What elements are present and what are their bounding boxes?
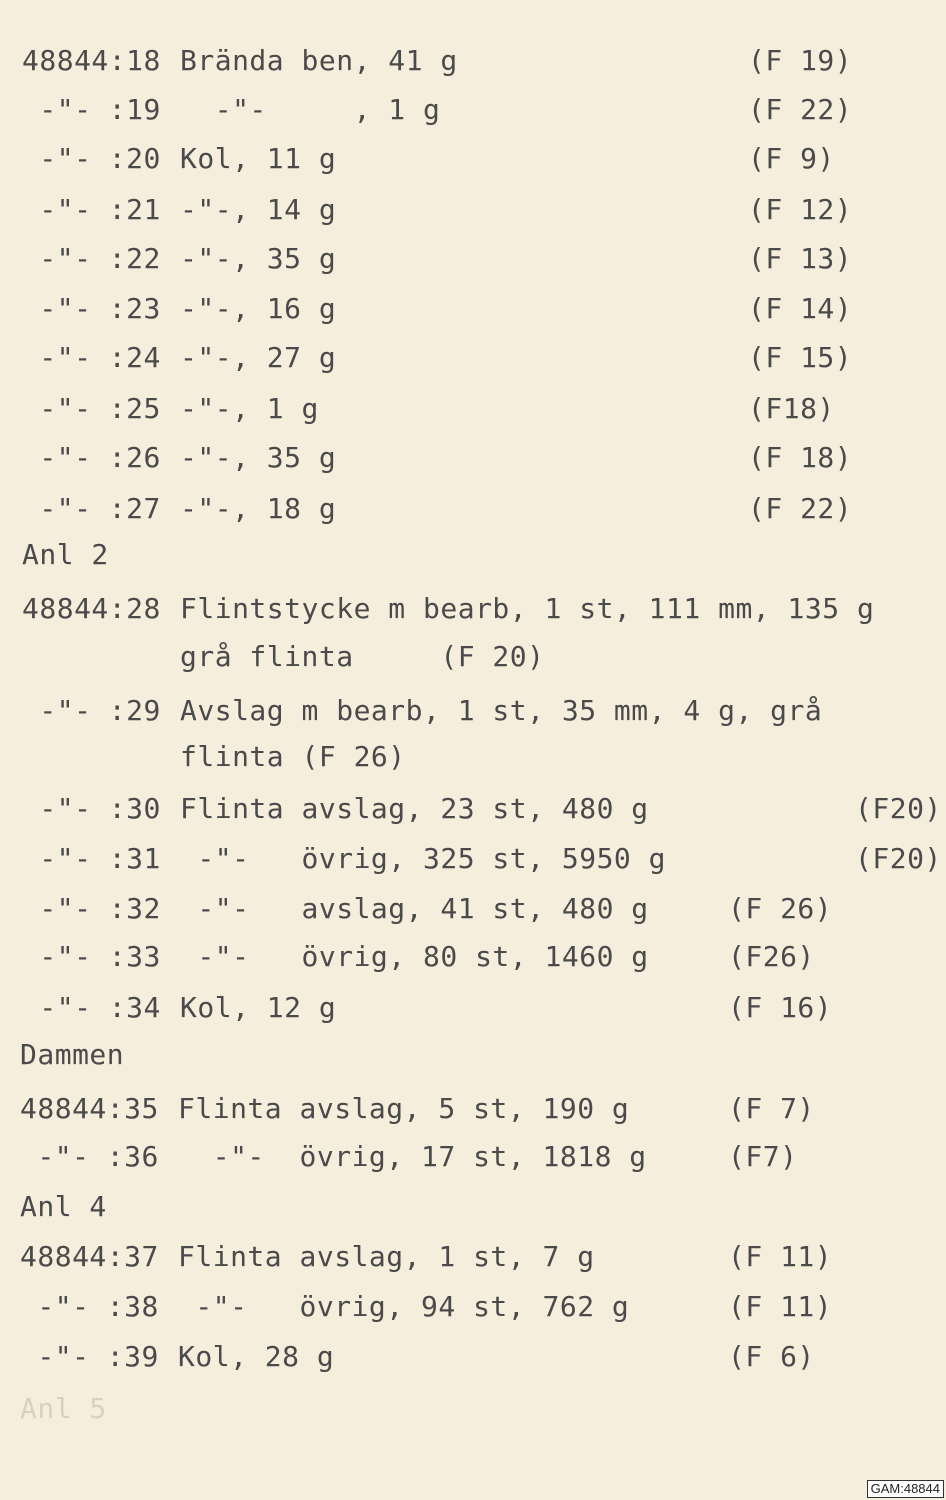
entry-num: -"- :19	[22, 93, 161, 126]
entry-num: -"- :39	[20, 1340, 159, 1373]
entry-num: 48844:28	[22, 592, 161, 625]
entry-num: -"- :22	[22, 242, 161, 275]
entry-num: -"- :34	[22, 991, 161, 1024]
entry-num: -"- :33	[22, 940, 161, 973]
section-heading: Anl 2	[22, 538, 109, 571]
entry-ref: (F20)	[855, 792, 942, 825]
entry-desc: -"- övrig, 17 st, 1818 g	[178, 1140, 647, 1173]
entry-ref: (F 14)	[748, 292, 853, 325]
entry-desc: -"-, 35 g	[180, 242, 337, 275]
entry-num: -"- :29	[22, 694, 161, 727]
entry-num: 48844:35	[20, 1092, 159, 1125]
entry-ref: (F 12)	[748, 193, 853, 226]
entry-ref: (F 16)	[728, 991, 833, 1024]
entry-desc: -"-, 1 g	[180, 392, 319, 425]
catalog-stamp: GAM:48844	[867, 1480, 944, 1498]
entry-ref: (F26)	[728, 940, 815, 973]
entry-desc: -"- övrig, 325 st, 5950 g	[180, 842, 667, 875]
entry-ref: (F20)	[855, 842, 942, 875]
section-heading: Anl 4	[20, 1190, 107, 1223]
entry-desc: -"-, 16 g	[180, 292, 337, 325]
entry-ref: (F 19)	[748, 44, 853, 77]
entry-desc: Kol, 12 g	[180, 991, 337, 1024]
entry-num: -"- :26	[22, 441, 161, 474]
entry-desc-cont: grå flinta (F 20)	[180, 640, 545, 673]
entry-desc: Flinta avslag, 5 st, 190 g	[178, 1092, 630, 1125]
entry-num: -"- :20	[22, 142, 161, 175]
entry-num: -"- :27	[22, 492, 161, 525]
entry-desc: Avslag m bearb, 1 st, 35 mm, 4 g, grå	[180, 694, 823, 727]
entry-desc: -"-, 35 g	[180, 441, 337, 474]
entry-num: 48844:37	[20, 1240, 159, 1273]
entry-desc: Flinta avslag, 1 st, 7 g	[178, 1240, 595, 1273]
entry-ref: (F 11)	[728, 1290, 833, 1323]
entry-num: -"- :23	[22, 292, 161, 325]
entry-desc: -"- övrig, 94 st, 762 g	[178, 1290, 630, 1323]
entry-num: -"- :36	[20, 1140, 159, 1173]
entry-desc: -"- övrig, 80 st, 1460 g	[180, 940, 649, 973]
entry-num: -"- :25	[22, 392, 161, 425]
entry-num: -"- :21	[22, 193, 161, 226]
entry-desc: Flinta avslag, 23 st, 480 g	[180, 792, 649, 825]
entry-num: 48844:18	[22, 44, 161, 77]
entry-num: -"- :38	[20, 1290, 159, 1323]
section-heading: Dammen	[20, 1038, 125, 1071]
entry-desc: -"-, 18 g	[180, 492, 337, 525]
entry-ref: (F 15)	[748, 341, 853, 374]
entry-ref: (F 11)	[728, 1240, 833, 1273]
entry-num: -"- :32	[22, 892, 161, 925]
entry-num: -"- :24	[22, 341, 161, 374]
entry-desc: Brända ben, 41 g	[180, 44, 458, 77]
entry-desc: -"-, 27 g	[180, 341, 337, 374]
entry-ref: (F 22)	[748, 492, 853, 525]
entry-ref: (F 26)	[728, 892, 833, 925]
entry-ref: (F 9)	[748, 142, 835, 175]
entry-num: -"- :30	[22, 792, 161, 825]
section-heading-faint: Anl 5	[20, 1392, 107, 1425]
entry-ref: (F 22)	[748, 93, 853, 126]
entry-desc: -"-, 14 g	[180, 193, 337, 226]
entry-ref: (F 6)	[728, 1340, 815, 1373]
entry-desc: Flintstycke m bearb, 1 st, 111 mm, 135 g	[180, 592, 875, 625]
entry-ref: (F 18)	[748, 441, 853, 474]
entry-num: -"- :31	[22, 842, 161, 875]
entry-ref: (F 7)	[728, 1092, 815, 1125]
entry-desc: Kol, 28 g	[178, 1340, 335, 1373]
entry-desc: -"- avslag, 41 st, 480 g	[180, 892, 649, 925]
entry-ref: (F18)	[748, 392, 835, 425]
entry-desc: -"- , 1 g	[180, 93, 441, 126]
entry-ref: (F 13)	[748, 242, 853, 275]
entry-ref: (F7)	[728, 1140, 798, 1173]
entry-desc: Kol, 11 g	[180, 142, 337, 175]
entry-desc-cont: flinta (F 26)	[180, 740, 406, 773]
